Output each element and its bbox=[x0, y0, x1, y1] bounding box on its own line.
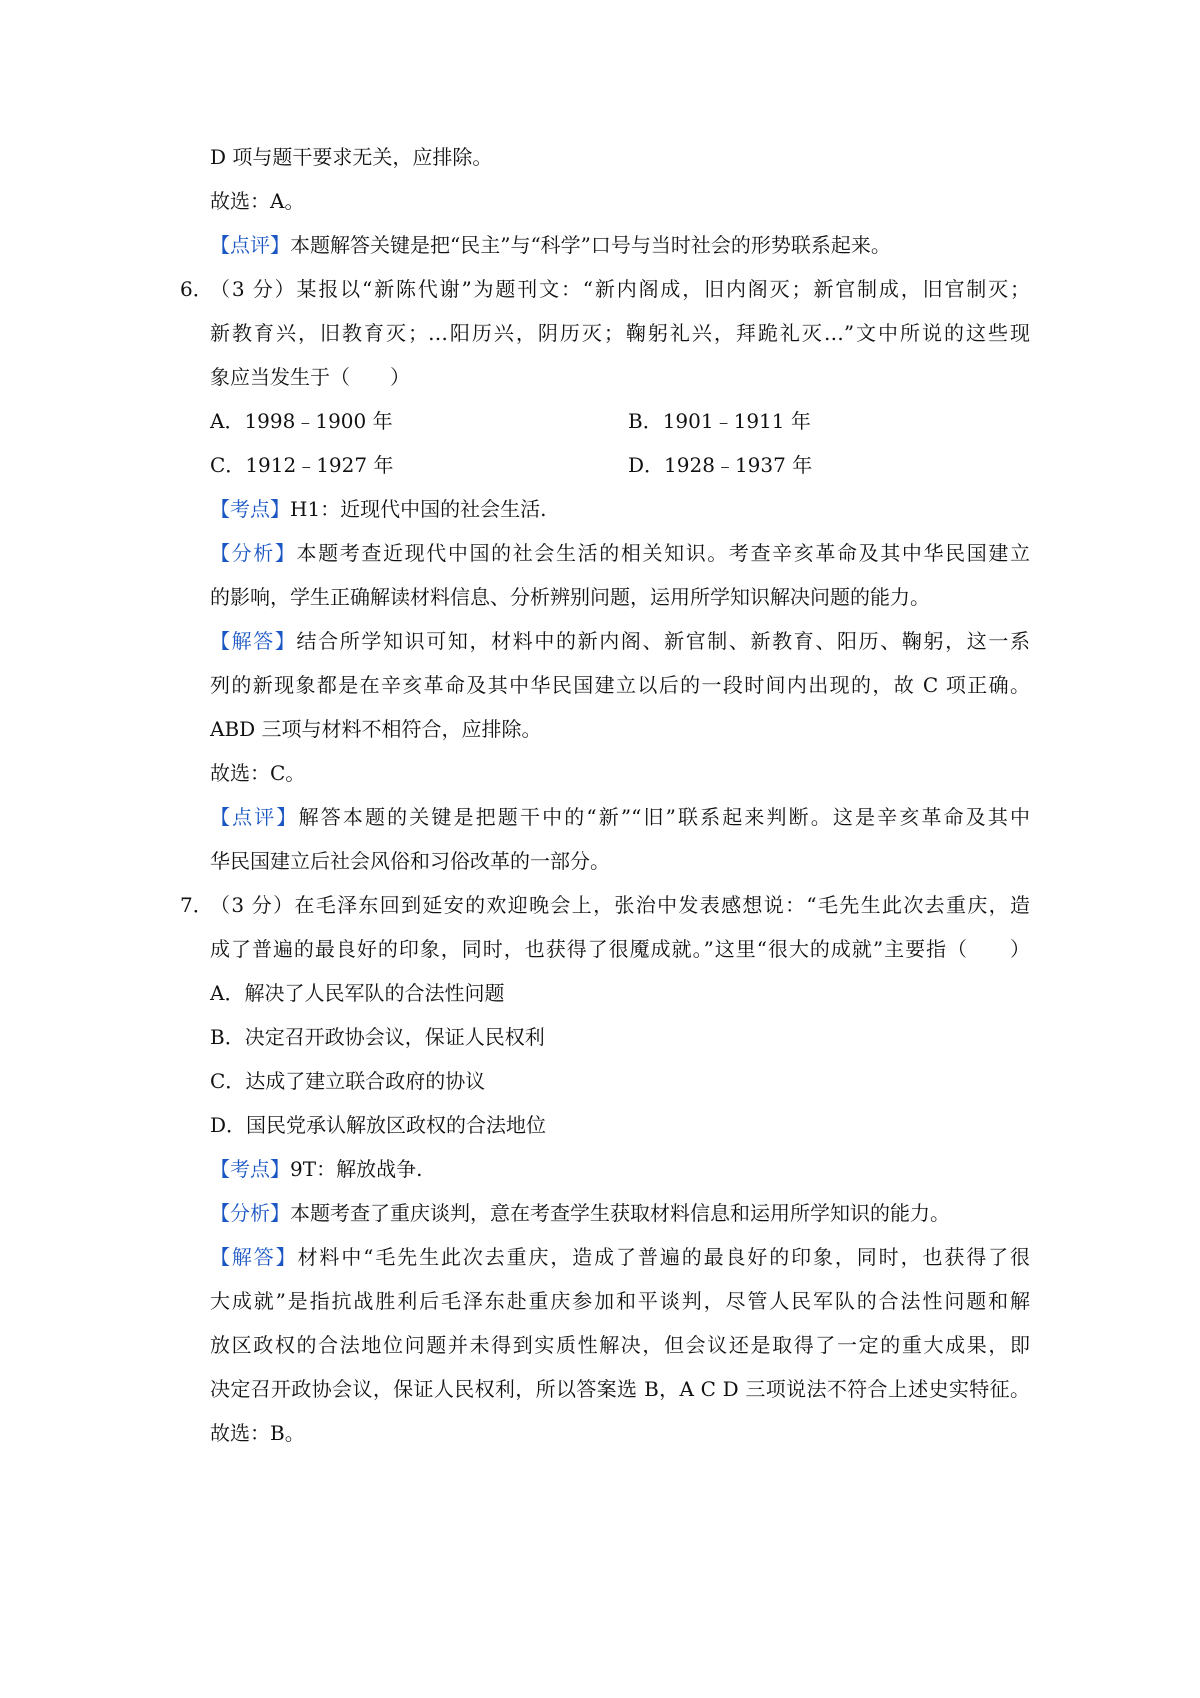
q6-options-row-1 bbox=[210, 406, 1030, 436]
q6-jieda-line-1 bbox=[210, 626, 1030, 656]
q6-option-b[interactable] bbox=[628, 406, 811, 436]
q7-jieda-line-1 bbox=[210, 1242, 1030, 1272]
q7-conclusion: 故选：B。 bbox=[210, 1421, 305, 1445]
q6-jieda-line-3: ABD 三项与材料不相符合，应排除。 bbox=[210, 717, 542, 741]
option-text: 1901﹣1911 年 bbox=[662, 409, 811, 433]
q6-stem-line-2: 新教育兴，旧教育灭；…阳历兴，阴历灭；鞠躬礼兴，拜跪礼灭…”文中所说的这些现 bbox=[210, 321, 1030, 345]
q7-jieda-line-4: 决定召开政协会议，保证人民权利，所以答案选 B，A C D 三项说法不符合上述史实特征。 bbox=[210, 1377, 1030, 1401]
q6-jieda-line-2: 列的新现象都是在辛亥革命及其中华民国建立以后的一段时间内出现的，故 C 项正确。 bbox=[210, 673, 1030, 697]
comment-tag: 【点评】 bbox=[210, 233, 290, 257]
option-text: 国民党承认解放区政权的合法地位 bbox=[246, 1113, 547, 1137]
option-text: 达成了建立联合政府的协议 bbox=[245, 1069, 486, 1093]
kaodian-tag: 【考点】 bbox=[210, 497, 290, 521]
q7-fenxi bbox=[210, 1198, 1030, 1228]
option-label: B． bbox=[628, 409, 663, 433]
option-text: 1912﹣1927 年 bbox=[245, 453, 394, 477]
kaodian-text: 9T：解放战争. bbox=[290, 1157, 423, 1181]
q6-option-d[interactable] bbox=[628, 450, 812, 480]
q6-kaodian bbox=[210, 494, 1030, 524]
fenxi-tag: 【分析】 bbox=[210, 541, 297, 565]
option-text: 1998﹣1900 年 bbox=[244, 409, 393, 433]
q6-stem-text-1: （3 分）某报以“新陈代谢”为题刊文：“新内阁成，旧内阁灭；新官制成，旧官制灭； bbox=[210, 277, 1030, 301]
kaodian-text: H1：近现代中国的社会生活. bbox=[290, 497, 547, 521]
q6-fenxi-line-2: 的影响，学生正确解读材料信息、分析辨别问题，运用所学知识解决问题的能力。 bbox=[210, 585, 930, 609]
option-label: A． bbox=[210, 409, 245, 433]
option-label: B． bbox=[210, 1025, 245, 1049]
option-text: 1928﹣1937 年 bbox=[664, 453, 813, 477]
q6-option-c[interactable] bbox=[210, 453, 393, 477]
kaodian-tag: 【考点】 bbox=[210, 1157, 290, 1181]
prev-conclusion: 故选：A。 bbox=[210, 189, 305, 213]
dianping-tag: 【点评】 bbox=[210, 805, 299, 829]
q7-number: 7． bbox=[180, 893, 213, 917]
fenxi-text: 本题考查了重庆谈判，意在考查学生获取材料信息和运用所学知识的能力。 bbox=[290, 1201, 950, 1225]
q6-conclusion: 故选：C。 bbox=[210, 761, 306, 785]
q6-stem-line-1 bbox=[180, 274, 1030, 304]
comment-text: 本题解答关键是把“民主”与“科学”口号与当时社会的形势联系起来。 bbox=[290, 233, 891, 257]
q6-number: 6． bbox=[180, 277, 213, 301]
q6-stem-line-3: 象应当发生于（ ） bbox=[210, 365, 410, 389]
prev-analysis-line: D 项与题干要求无关，应排除。 bbox=[210, 145, 493, 169]
q6-fenxi-line-1 bbox=[210, 538, 1030, 568]
option-text: 解决了人民军队的合法性问题 bbox=[244, 981, 505, 1005]
q7-kaodian bbox=[210, 1154, 1030, 1184]
q7-stem-text-1: （3 分）在毛泽东回到延安的欢迎晚会上，张治中发表感想说：“毛先生此次去重庆，造 bbox=[210, 893, 1030, 917]
q7-stem-line-1 bbox=[180, 890, 1030, 920]
option-label: C． bbox=[210, 1069, 246, 1093]
option-text: 决定召开政协会议，保证人民权利 bbox=[244, 1025, 545, 1049]
fenxi-text: 本题考查近现代中国的社会生活的相关知识。考查辛亥革命及其中华民国建立 bbox=[296, 541, 1031, 565]
q7-jieda-line-2: 大成就”是指抗战胜利后毛泽东赴重庆参加和平谈判，尽管人民军队的合法性问题和解 bbox=[210, 1289, 1030, 1313]
q7-option-c[interactable] bbox=[210, 1066, 1030, 1096]
option-label: D． bbox=[210, 1113, 247, 1137]
q7-option-a[interactable] bbox=[210, 978, 1030, 1008]
jieda-text: 结合所学知识可知，材料中的新内阁、新官制、新教育、阳历、鞠躬，这一系 bbox=[296, 629, 1031, 653]
jieda-tag: 【解答】 bbox=[210, 1245, 298, 1269]
q7-jieda-line-3: 放区政权的合法地位问题并未得到实质性解决，但会议还是取得了一定的重大成果，即 bbox=[210, 1333, 1030, 1357]
prev-comment bbox=[210, 230, 1030, 260]
q7-option-b[interactable] bbox=[210, 1022, 1030, 1052]
q7-option-d[interactable] bbox=[210, 1110, 1030, 1140]
jieda-text: 材料中“毛先生此次去重庆，造成了普遍的最良好的印象，同时，也获得了很 bbox=[297, 1245, 1030, 1269]
dianping-text: 解答本题的关键是把题干中的“新”“旧”联系起来判断。这是辛亥革命及其中 bbox=[298, 805, 1031, 829]
option-label: A． bbox=[210, 981, 245, 1005]
option-label: D． bbox=[628, 453, 665, 477]
jieda-tag: 【解答】 bbox=[210, 629, 297, 653]
q6-options-row-2 bbox=[210, 450, 1030, 480]
q6-dianping-line-1 bbox=[210, 802, 1030, 832]
option-label: C． bbox=[210, 453, 246, 477]
q6-dianping-line-2: 华民国建立后社会风俗和习俗改革的一部分。 bbox=[210, 849, 610, 873]
q6-option-a[interactable] bbox=[210, 409, 393, 433]
fenxi-tag: 【分析】 bbox=[210, 1201, 290, 1225]
q7-stem-line-2: 成了普遍的最良好的印象，同时，也获得了很魇成就。”这里“很大的成就”主要指（ ） bbox=[210, 937, 1030, 961]
